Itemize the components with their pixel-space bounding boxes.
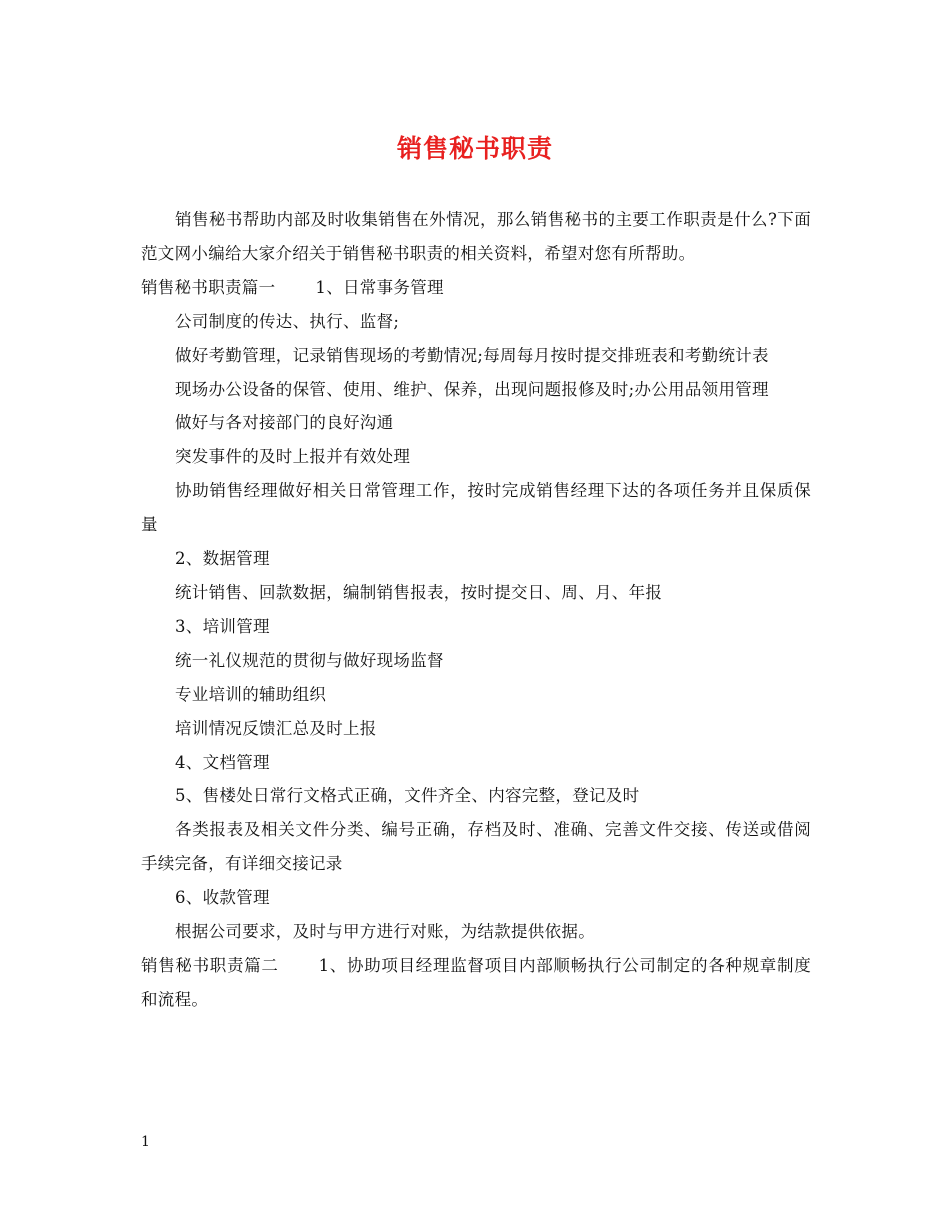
section-text: 1、日常事务管理 bbox=[315, 277, 444, 297]
paragraph: 4、文档管理 bbox=[175, 752, 270, 772]
paragraph: 做好与各对接部门的良好沟通 bbox=[175, 413, 394, 433]
page-number: 1 bbox=[141, 1134, 150, 1150]
section-paragraph bbox=[141, 949, 811, 1017]
paragraph: 现场办公设备的保管、使用、维护、保养，出现问题报修及时;办公用品领用管理 bbox=[175, 379, 769, 399]
paragraph: 各类报表及相关文件分类、编号正确，存档及时、准确、完善文件交接、传送或借阅手续完备，有详细交接记录 bbox=[141, 820, 811, 874]
paragraph: 突发事件的及时上报并有效处理 bbox=[175, 447, 411, 467]
paragraph: 专业培训的辅助组织 bbox=[175, 684, 327, 704]
paragraph: 培训情况反馈汇总及时上报 bbox=[175, 718, 377, 738]
paragraph: 统一礼仪规范的贯彻与做好现场监督 bbox=[175, 650, 444, 670]
paragraph: 3、培训管理 bbox=[175, 616, 270, 636]
document-body bbox=[141, 203, 811, 1017]
paragraph: 统计销售、回款数据，编制销售报表，按时提交日、周、月、年报 bbox=[175, 582, 663, 602]
paragraph: 做好考勤管理，记录销售现场的考勤情况;每周每月按时提交排班表和考勤统计表 bbox=[175, 345, 769, 365]
section-heading: 销售秘书职责篇一 bbox=[141, 277, 276, 297]
paragraph: 协助销售经理做好相关日常管理工作，按时完成销售经理下达的各项任务并且保质保量 bbox=[141, 481, 811, 535]
paragraph: 6、收款管理 bbox=[175, 888, 270, 908]
document-title: 销售秘书职责 bbox=[396, 134, 553, 163]
paragraph: 5、售楼处日常行文格式正确，文件齐全、内容完整，登记及时 bbox=[175, 786, 640, 806]
paragraph: 销售秘书帮助内部及时收集销售在外情况，那么销售秘书的主要工作职责是什么?下面范文网小编给大家介绍关于销售秘书职责的相关资料，希望对您有所帮助。 bbox=[141, 210, 811, 263]
paragraph: 公司制度的传达、执行、监督; bbox=[175, 311, 400, 331]
paragraph: 根据公司要求，及时与甲方进行对账，为结款提供依据。 bbox=[175, 922, 595, 942]
section-paragraph bbox=[141, 271, 811, 305]
paragraph: 2、数据管理 bbox=[175, 549, 270, 569]
section-text: 1、协助项目经理监督项目内部顺畅执行公司制定的各种规章制度和流程。 bbox=[141, 955, 811, 1009]
section-heading: 销售秘书职责篇二 bbox=[141, 955, 279, 975]
